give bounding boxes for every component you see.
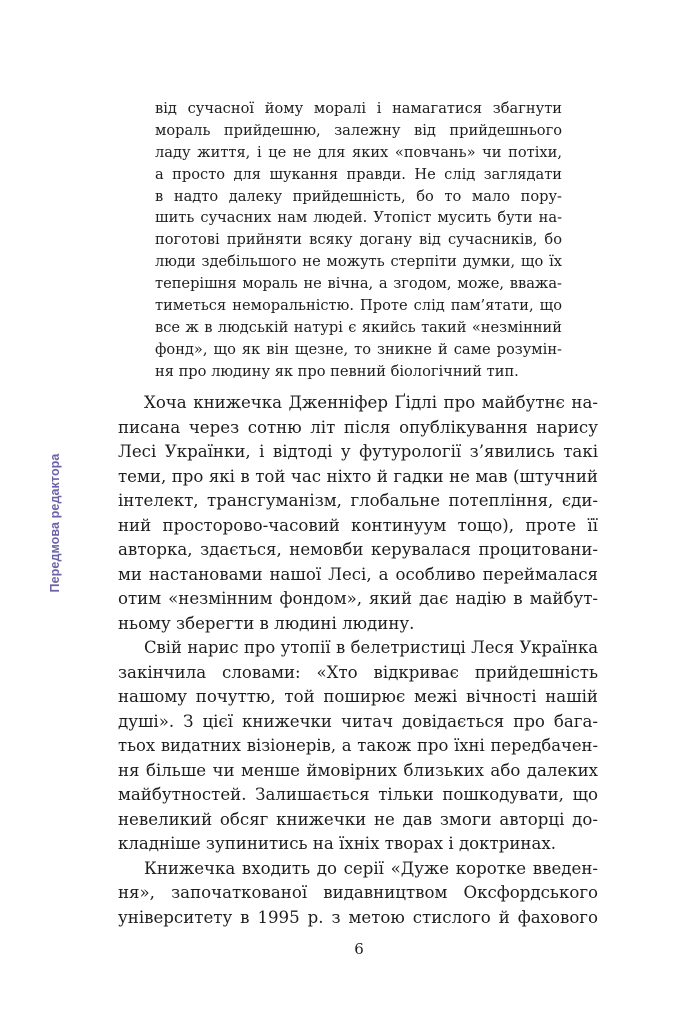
paragraph-line: Хоча книжечка Дженніфер Ґідлі про майбутнє на-	[144, 393, 598, 412]
paragraph-line: ний просторово-часовий континуум тощо), проте її	[118, 515, 598, 535]
quote-line: фонд», що як він щезне, то зникне й саме розумін-	[155, 340, 562, 358]
quote-line: ладу життя, і це не для яких «повчань» чи потіхи,	[155, 143, 562, 161]
quote-line: від сучасної йому моралі і намагатися збагнути	[155, 100, 562, 117]
body-text	[118, 391, 598, 930]
quote-line: все ж в людській натурі є якийсь такий «незмінний	[155, 318, 562, 336]
block-quote	[155, 98, 562, 383]
quote-line: ня про людину як про певний біологічний тип.	[155, 362, 519, 380]
quote-line: шить сучасних нам людей. Утопіст мусить бути на-	[155, 209, 562, 227]
paragraph-line: авторка, здається, немовби керувалася процитовани-	[118, 540, 598, 559]
paragraph-line: ми настановами нашої Лесі, а особливо переймалася	[118, 564, 598, 584]
paragraph-line: тьох видатних візіонерів, а також про їхні передбачен-	[118, 736, 598, 755]
running-head	[46, 448, 64, 598]
quote-line: в надто далеку прийдешність, бо то мало пору-	[155, 187, 562, 205]
running-head-text: Передмова редактора	[48, 453, 62, 593]
paragraph-line: ня», започаткованої видавництвом Оксфордського	[118, 883, 598, 902]
page-number: 6	[354, 940, 364, 958]
paragraph-line: університету в 1995 р. з метою стислого й фахового	[118, 907, 598, 927]
paragraph-line: Лесі Українки, і відтоді у футурології з’явились такі	[118, 442, 598, 461]
paragraph-line: закінчила словами: «Хто відкриває прийдешність	[118, 662, 598, 682]
quote-line: тиметься неморальністю. Проте слід пам’ятати, що	[155, 297, 562, 315]
quote-line: поготові прийняти всяку догану від сучасників, бо	[155, 231, 562, 249]
paragraph-line: нашому почуттю, той поширює межі вічності нашій	[118, 687, 598, 706]
paragraph-line: інтелект, трансгуманізм, глобальне потепління, єди-	[118, 491, 598, 510]
quote-line: а просто для шукання правди. Не слід заглядати	[155, 165, 562, 183]
paragraph-line: ньому зберегти в людині людину.	[118, 613, 415, 633]
paragraph-line: Книжечка входить до серії «Дуже коротке введен-	[144, 858, 598, 878]
paragraph-line: отим «незмінним фондом», який дає надію в майбут-	[118, 589, 598, 608]
quote-line: люди здебільшого не можуть стерпіти думки, що їх	[155, 253, 562, 271]
paragraph-line: писана через сотню літ після опублікування нарису	[118, 417, 598, 437]
paragraph-line: майбутностей. Залишається тільки пошкодувати, що	[118, 785, 598, 804]
quote-line: мораль прийдешню, залежну від прийдешнього	[155, 121, 562, 139]
paragraph-line: невеликий обсяг книжечки не дав змоги авторці до-	[118, 809, 598, 829]
paragraph-line: ня більше чи менше ймовірних близьких або далеких	[118, 760, 598, 780]
paragraph-line: кладніше зупинитись на їхніх творах і доктринах.	[118, 834, 556, 853]
quote-line: теперішня мораль не вічна, а згодом, може, вважа-	[155, 275, 562, 293]
paragraph-line: теми, про які в той час ніхто й гадки не мав (штучний	[118, 466, 598, 486]
paragraph-line: душі». З цієї книжечки читач довідається про бага-	[118, 711, 598, 731]
paragraph-line: Свій нарис про утопії в белетристиці Леся Українка	[144, 638, 598, 657]
